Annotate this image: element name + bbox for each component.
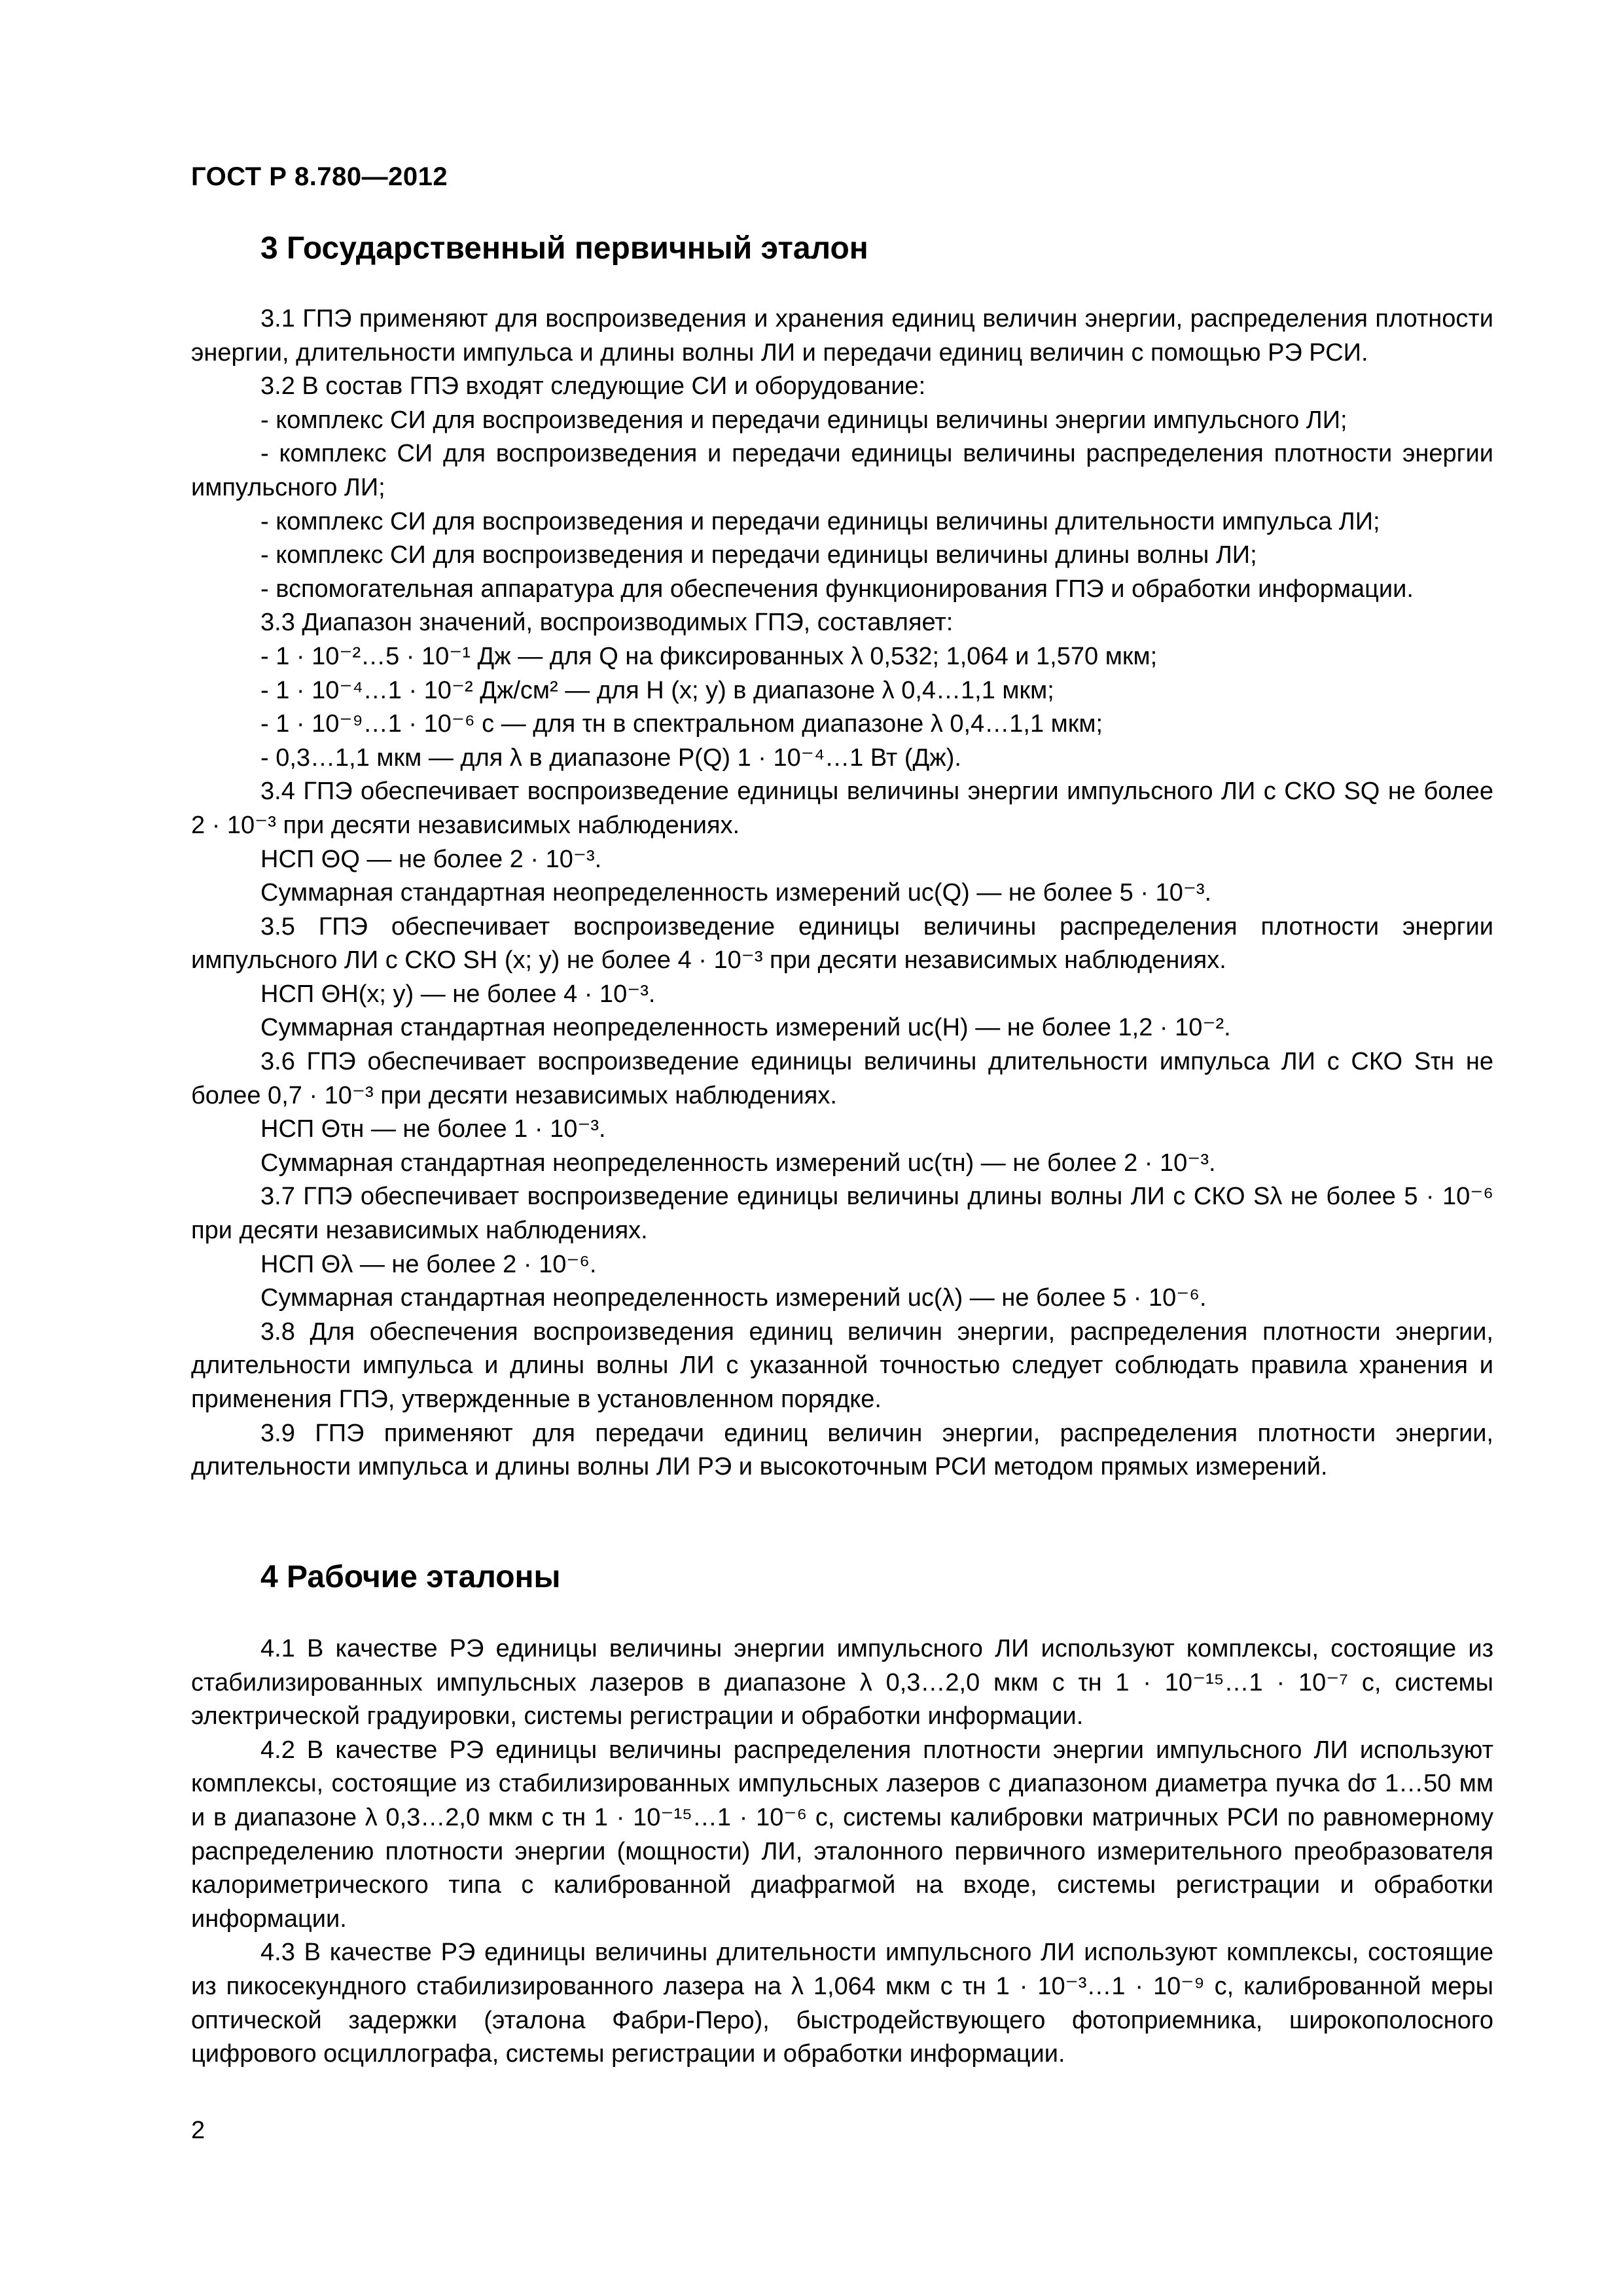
paragraph-4-1: 4.1 В качестве РЭ единицы величины энергии импульсного ЛИ используют комплексы, состоящие из стабилизированных импульсных лазеров в диапазоне λ 0,3…2,0 мкм с τн 1 · 10⁻¹⁵…1 · 10⁻⁷ с, системы электрической градуировки, системы регистрации и обработки информации. bbox=[191, 1635, 1493, 1731]
list-item: - комплекс СИ для воспроизведения и передачи единицы величины длительности импульса ЛИ; bbox=[260, 507, 1380, 535]
paragraph-3-2: 3.2 В состав ГПЭ входят следующие СИ и оборудование: bbox=[260, 372, 926, 401]
paragraph-line: Суммарная стандартная неопределенность измерений uc(Q) — не более 5 · 10⁻³. bbox=[260, 879, 1212, 907]
list-item: - 1 · 10⁻²…5 · 10⁻¹ Дж — для Q на фиксированных λ 0,532; 1,064 и 1,570 мкм; bbox=[260, 642, 1158, 670]
list-item: - 1 · 10⁻⁴…1 · 10⁻² Дж/см² — для H (x; y) в диапазоне λ 0,4…1,1 мкм; bbox=[260, 676, 1054, 704]
paragraph-3-3: 3.3 Диапазон значений, воспроизводимых ГПЭ, составляет: bbox=[260, 609, 954, 637]
paragraph-3-6: 3.6 ГПЭ обеспечивает воспроизведение единицы величины длительности импульса ЛИ с СКО Sτн не более 0,7 · 10⁻³ при десяти независимых наблюдениях. bbox=[191, 1048, 1493, 1109]
section-4-title: 4 Рабочие эталоны bbox=[260, 1560, 561, 1594]
paragraph-3-9: 3.9 ГПЭ применяют для передачи единиц величин энергии, распределения плотности энергии, длительности импульса и длины волны ЛИ РЭ и высокоточным РСИ методом прямых измерений. bbox=[191, 1419, 1493, 1481]
paragraph-line: Суммарная стандартная неопределенность измерений uc(H) — не более 1,2 · 10⁻². bbox=[260, 1014, 1231, 1042]
section-3-title: 3 Государственный первичный эталон bbox=[260, 231, 868, 266]
paragraph-line: НСП ΘQ — не более 2 · 10⁻³. bbox=[260, 845, 602, 873]
list-item: - 0,3…1,1 мкм — для λ в диапазоне P(Q) 1 · 10⁻⁴…1 Вт (Дж). bbox=[260, 744, 961, 772]
section-3-body bbox=[191, 302, 1493, 1484]
paragraph-3-1: 3.1 ГПЭ применяют для воспроизведения и хранения единиц величин энергии, распределения плотности энергии, длительности импульса и длины волны ЛИ и передачи единиц величин с помощью РЭ РСИ. bbox=[191, 305, 1493, 367]
paragraph-line: НСП Θτн — не более 1 · 10⁻³. bbox=[260, 1115, 606, 1143]
paragraph-3-8: 3.8 Для обеспечения воспроизведения единиц величин энергии, распределения плотности энергии, длительности импульса и длины волны ЛИ с указанной точностью следует соблюдать правила хранения и применения ГПЭ, утвержденные в установленном порядке. bbox=[191, 1318, 1493, 1413]
paragraph-line: НСП Θλ — не более 2 · 10⁻⁶. bbox=[260, 1250, 597, 1278]
paragraph-3-5: 3.5 ГПЭ обеспечивает воспроизведение единицы величины распределения плотности энергии импульсного ЛИ с СКО SH (x; y) не более 4 · 10⁻³ при десяти независимых наблюдениях. bbox=[191, 912, 1493, 975]
paragraph-line: НСП ΘH(x; y) — не более 4 · 10⁻³. bbox=[260, 980, 656, 1008]
paragraph-4-2: 4.2 В качестве РЭ единицы величины распределения плотности энергии импульсного ЛИ используют комплексы, состоящие из стабилизированных импульсных лазеров с диапазоном диаметра пучка dσ 1…50 мм и в диапазоне λ 0,3…2,0 мкм с τн 1 · 10⁻¹⁵…1 · 10⁻⁶ с, системы калибровки матричных РСИ по равномерному распределению плотности энергии (мощности) ЛИ, эталонного первичного измерительного преобразователя калориметрического типа с калиброванной диафрагмой на входе, системы регистрации и обработки информации. bbox=[191, 1736, 1493, 1933]
section-4-body bbox=[191, 1632, 1493, 2072]
document-id-header: ГОСТ Р 8.780—2012 bbox=[191, 162, 448, 191]
list-item: - комплекс СИ для воспроизведения и передачи единицы величины распределения плотности энергии импульсного ЛИ; bbox=[191, 440, 1493, 501]
page-number: 2 bbox=[191, 2117, 205, 2144]
paragraph-3-7: 3.7 ГПЭ обеспечивает воспроизведение единицы величины длины волны ЛИ с СКО Sλ не более 5 · 10⁻⁶ при десяти независимых наблюдениях. bbox=[191, 1183, 1493, 1245]
paragraph-line: Суммарная стандартная неопределенность измерений uc(τн) — не более 2 · 10⁻³. bbox=[260, 1149, 1216, 1177]
list-item: - комплекс СИ для воспроизведения и передачи единицы величины энергии импульсного ЛИ; bbox=[260, 406, 1347, 434]
paragraph-line: Суммарная стандартная неопределенность измерений uc(λ) — не более 5 · 10⁻⁶. bbox=[260, 1284, 1207, 1312]
list-item: - вспомогательная аппаратура для обеспечения функционирования ГПЭ и обработки информации. bbox=[260, 575, 1414, 603]
paragraph-4-3: 4.3 В качестве РЭ единицы величины длительности импульсного ЛИ используют комплексы, состоящие из пикосекундного стабилизированного лазера на λ 1,064 мкм с τн 1 · 10⁻³…1 · 10⁻⁹ с, калиброванной меры оптической задержки (эталона Фабри-Перо), быстродействующего фотоприемника, широкополосного цифрового осциллографа, системы регистрации и обработки информации. bbox=[191, 1939, 1493, 2068]
paragraph-3-4: 3.4 ГПЭ обеспечивает воспроизведение единицы величины энергии импульсного ЛИ с СКО SQ не более 2 · 10⁻³ при десяти независимых наблюдениях. bbox=[191, 778, 1493, 839]
list-item: - комплекс СИ для воспроизведения и передачи единицы величины длины волны ЛИ; bbox=[260, 541, 1257, 569]
list-item: - 1 · 10⁻⁹…1 · 10⁻⁶ с — для τн в спектральном диапазоне λ 0,4…1,1 мкм; bbox=[260, 710, 1103, 738]
